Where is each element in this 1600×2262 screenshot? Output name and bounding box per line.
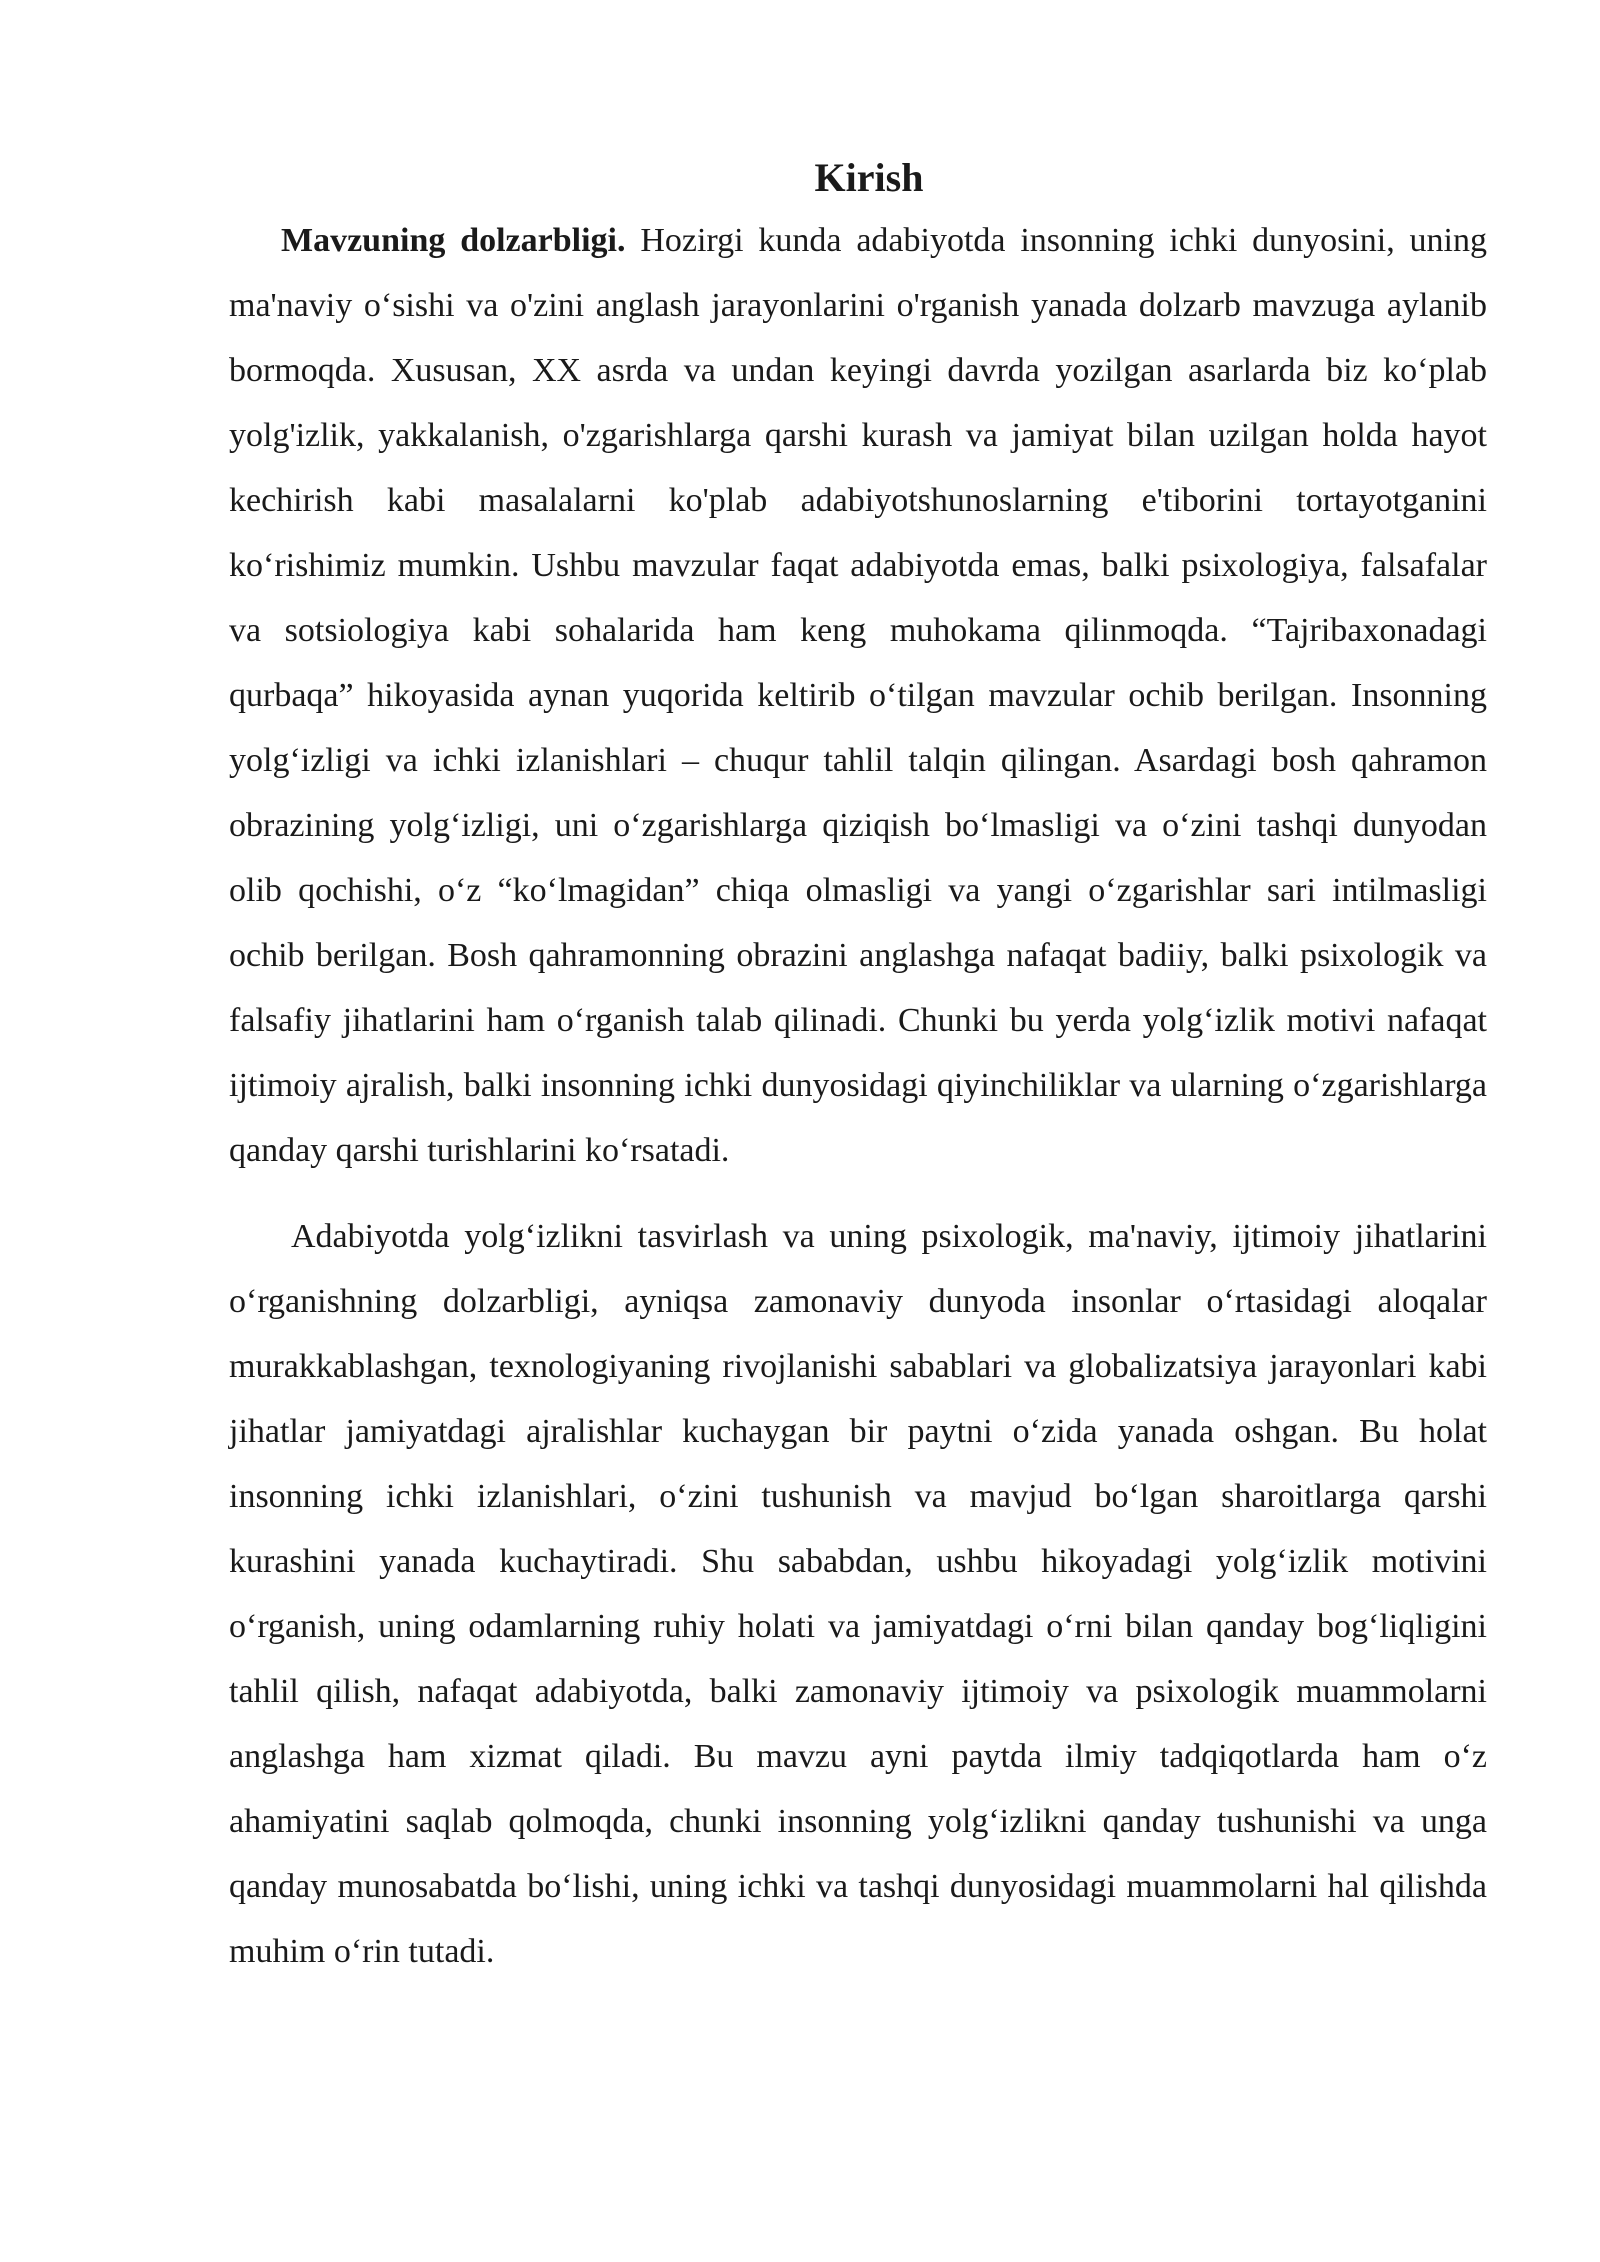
paragraph-loneliness bbox=[229, 1204, 1487, 1984]
paragraph-text: Adabiyotda yolg‘izlikni tasvirlash va uning psixologik, ma'naviy, ijtimoiy jihatlarini o‘rganishning dolzarbligi, ayniqsa zamonaviy dunyoda insonlar o‘rtasidagi aloqalar murakkablashgan, texnologiyaning rivojlanishi sabablari va globalizatsiya jarayonlari kabi jihatlar jamiyatdagi ajralishlar kuchaygan bir paytni o‘zida yanada oshgan. Bu holat insonning ichki izlanishlari, o‘zini tushunish va mavjud bo‘lgan sharoitlarga qarshi kurashini yanada kuchaytiradi. Shu sababdan, ushbu hikoyadagi yolg‘izlik motivini o‘rganish, uning odamlarning ruhiy holati va jamiyatdagi o‘rni bilan qanday bog‘liqligini tahlil qilish, nafaqat adabiyotda, balki zamonaviy ijtimoiy va psixologik muammolarni anglashga ham xizmat qiladi. Bu mavzu ayni paytda ilmiy tadqiqotlarda ham o‘z ahamiyatini saqlab qolmoqda, chunki insonning yolg‘izlikni qanday tushunishi va unga qanday munosabatda bo‘lishi, uning ichki va tashqi dunyosidagi muammolarni hal qilishda muhim o‘rin tutadi. bbox=[229, 1218, 1487, 1970]
document-body bbox=[229, 148, 1487, 1984]
paragraph-lead: Mavzuning dolzarbligi. bbox=[281, 222, 626, 259]
page-title: Kirish bbox=[814, 155, 924, 200]
paragraph-relevance bbox=[229, 208, 1487, 1183]
paragraph-text: Hozirgi kunda adabiyotda insonning ichki dunyosini, uning ma'naviy o‘sishi va o'zini anglash jarayonlarini o'rganish yanada dolzarb mavzuga aylanib bormoqda. Xususan, XX asrda va undan keyingi davrda yozilgan asarlarda biz ko‘plab yolg'izlik, yakkalanish, o'zgarishlarga qarshi kurash va jamiyat bilan uzilgan holda hayot kechirish kabi masalalarni ko'plab adabiyotshunoslarning e'tiborini tortayotganini ko‘rishimiz mumkin. Ushbu mavzular faqat adabiyotda emas, balki psixologiya, falsafalar va sotsiologiya kabi sohalarida ham keng muhokama qilinmoqda. “Tajribaxonadagi qurbaqa” hikoyasida aynan yuqorida keltirib o‘tilgan mavzular ochib berilgan. Insonning yolg‘izligi va ichki izlanishlari – chuqur tahlil talqin qilingan. Asardagi bosh qahramon obrazining yolg‘izligi, uni o‘zgarishlarga qiziqish bo‘lmasligi va o‘zini tashqi dunyodan olib qochishi, o‘z “ko‘lmagidan” chiqa olmasligi va yangi o‘zgarishlar sari intilmasligi ochib berilgan. Bosh qahramonning obrazini anglashga nafaqat badiiy, balki psixologik va falsafiy jihatlarini ham o‘rganish talab qilinadi. Chunki bu yerda yolg‘izlik motivi nafaqat ijtimoiy ajralish, balki insonning ichki dunyosidagi qiyinchiliklar va ularning o‘zgarishlarga qanday qarshi turishlarini ko‘rsatadi. bbox=[229, 222, 1488, 1169]
